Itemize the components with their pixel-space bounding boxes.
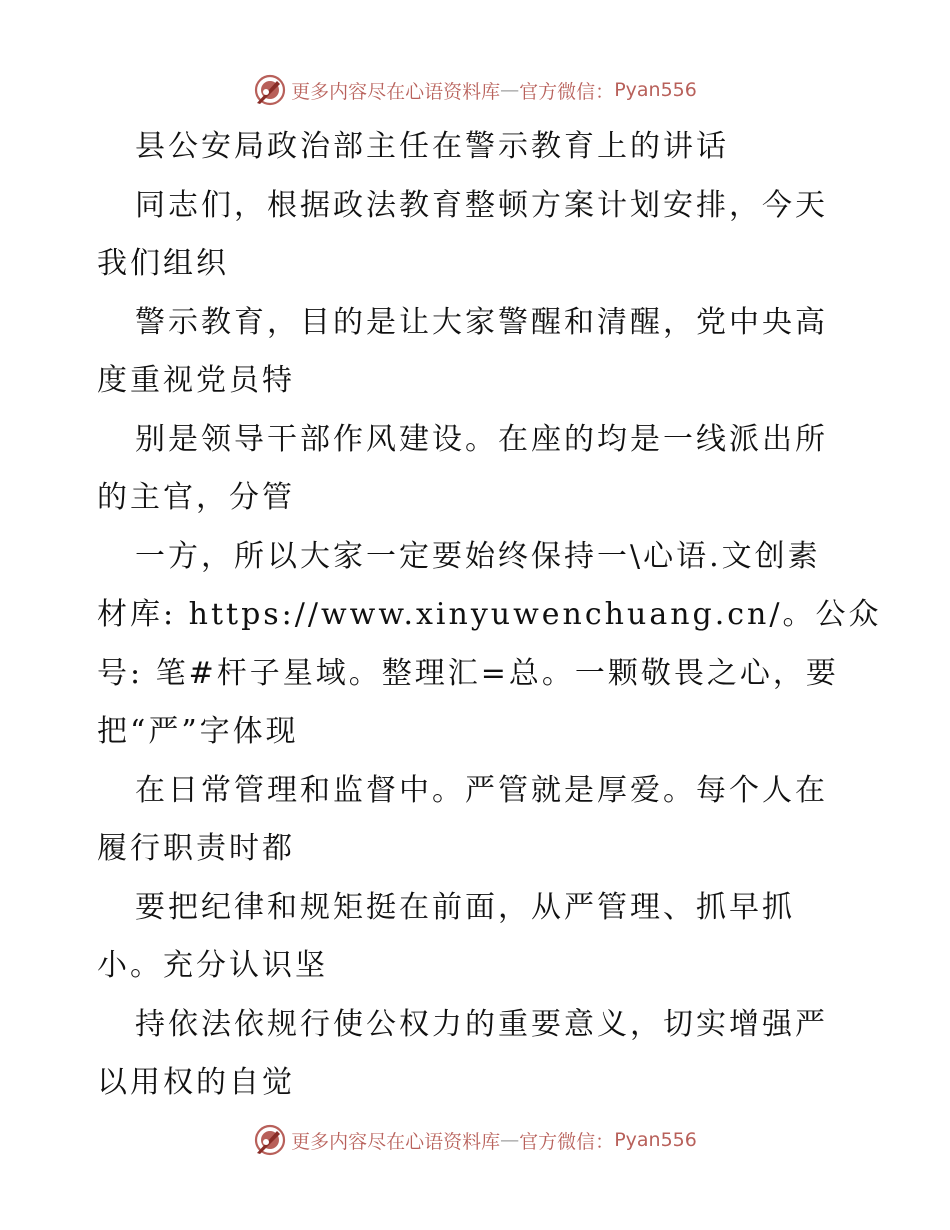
paragraph-line: 号: 笔#杆子星域。整理汇=总。一颗敬畏之心，要 — [97, 655, 839, 691]
paragraph-line: 履行职责时都 — [97, 831, 295, 866]
quill-logo-icon — [253, 73, 287, 107]
paragraph-line: 以用权的自觉 — [97, 1065, 295, 1100]
paragraph-line: 我们组织 — [97, 246, 229, 281]
banner-brand: Pyan556 — [614, 1129, 697, 1151]
paragraph-line: 度重视党员特 — [97, 363, 295, 398]
paragraph-line: 一方，所以大家一定要始终保持一\心语.文创素 — [135, 538, 821, 574]
banner-label: 官方微信： — [519, 80, 615, 103]
paragraph-line: 别是领导干部作风建设。在座的均是一线派出所 — [135, 421, 828, 457]
header-banner — [0, 72, 950, 108]
banner-separator: — — [500, 79, 520, 101]
paragraph-line: 把“严”字体现 — [97, 714, 299, 749]
banner-brand: Pyan556 — [614, 79, 697, 101]
paragraph-line: 警示教育，目的是让大家警醒和清醒，党中央高 — [135, 304, 828, 340]
paragraph-line: 要把纪律和规矩挺在前面，从严管理、抓早抓 — [135, 889, 795, 925]
banner-separator: — — [500, 1129, 520, 1151]
footer-banner — [0, 1122, 950, 1158]
document-title: 县公安局政治部主任在警示教育上的讲话 — [135, 129, 729, 164]
banner-text: 更多内容尽在心语资料库 — [291, 80, 501, 103]
paragraph-line: 在日常管理和监督中。严管就是厚爱。每个人在 — [135, 772, 828, 808]
paragraph-line: 同志们，根据政法教育整顿方案计划安排，今天 — [135, 187, 828, 223]
quill-logo-icon — [253, 1123, 287, 1157]
document-body — [97, 118, 882, 1113]
paragraph-line: 小。充分认识坚 — [97, 948, 328, 983]
banner-text: 更多内容尽在心语资料库 — [291, 1130, 501, 1153]
banner-label: 官方微信： — [519, 1130, 615, 1153]
paragraph-line: 材库: https://www.xinyuwenchuang.cn/。公众 — [97, 597, 882, 632]
paragraph-line: 的主官，分管 — [97, 480, 295, 515]
paragraph-line: 持依法依规行使公权力的重要意义，切实增强严 — [135, 1006, 828, 1042]
